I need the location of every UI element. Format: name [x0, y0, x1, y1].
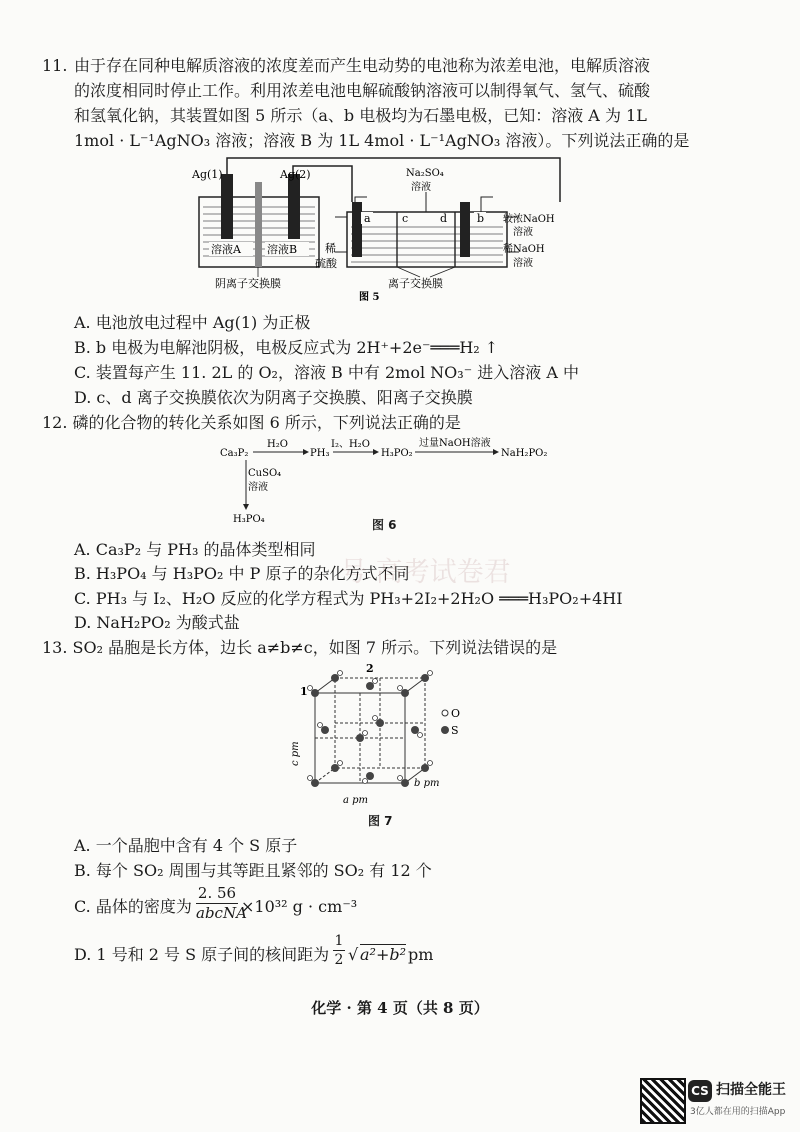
ag2-label: Ag(2): [280, 168, 311, 181]
label-c: c: [402, 212, 409, 225]
scanner-tagline: 3亿人都在用的扫描App: [690, 1107, 786, 1117]
density-denominator: abcNA: [196, 904, 247, 922]
q12-option-b: B. H₃PO₄ 与 H₃PO₂ 中 P 原子的杂化方式不同: [74, 564, 410, 583]
page-footer: 化学 · 第 4 页（共 8 页）: [311, 999, 489, 1017]
axis-a-label: a pm: [343, 795, 369, 806]
q13-option-d-suffix: pm: [408, 945, 434, 964]
figure-6-caption: 图 6: [372, 518, 397, 532]
solution-b-label: 溶液B: [267, 243, 298, 256]
label-b: b: [477, 212, 485, 225]
sqrt-radicand: a²+b²: [360, 945, 407, 964]
h2o-reagent: H₂O: [267, 439, 288, 450]
qr-code: [640, 1078, 686, 1124]
figure-7-caption: 图 7: [368, 814, 393, 828]
atom-label-2: 2: [366, 662, 374, 675]
na2so4-label: Na₂SO₄: [406, 168, 444, 179]
dil-naoh-label-2: 溶液: [513, 258, 533, 269]
ag2-electrode: [288, 174, 300, 239]
half-denominator: 2: [334, 952, 344, 968]
dilute-acid-label-1: 稀: [325, 242, 336, 255]
q13-stem: 13. SO₂ 晶胞是长方体，边长 a≠b≠c，如图 7 所示。下列说法错误的是: [42, 638, 558, 657]
half-fraction: [333, 932, 345, 969]
q11-number: 11.: [42, 56, 68, 75]
nah2po2: NaH₂PO₂: [501, 448, 548, 459]
axis-c-label: c pm: [290, 741, 301, 766]
density-fraction: [196, 884, 247, 923]
legend-s-swatch: [441, 726, 449, 734]
q11-option-c: C. 装置每产生 11. 2L 的 O₂，溶液 B 中有 2mol NO₃⁻ 进入溶液 A 中: [74, 363, 579, 382]
watermark: 号 高考试卷君: [340, 557, 511, 588]
q13-option-c-prefix: C. 晶体的密度为: [74, 897, 192, 916]
q12-option-c: C. PH₃ 与 I₂、H₂O 反应的化学方程式为 PH₃+2I₂+2H₂O ═══H₃PO₂+4HI: [74, 589, 623, 608]
dil-naoh-label-1: 稀NaOH: [503, 244, 545, 255]
q11-stem-line1: 由于存在同种电解质溶液的浓度差而产生电动势的电池称为浓差电池，电解质溶液: [74, 56, 651, 75]
q13-option-c-suffix: ×10³² g · cm⁻³: [241, 897, 358, 916]
ag1-label: Ag(1): [192, 168, 223, 181]
q12-option-d: D. NaH₂PO₂ 为酸式盐: [74, 613, 240, 632]
external-wire: [227, 158, 560, 202]
density-numerator: 2. 56: [197, 884, 237, 902]
ion-membrane-label: 离子交换膜: [388, 277, 443, 290]
q12-stem: 12. 磷的化合物的转化关系如图 6 所示，下列说法正确的是: [42, 413, 461, 432]
electrode-b: [460, 202, 470, 257]
label-a: a: [364, 212, 371, 225]
q11-option-a: A. 电池放电过程中 Ag(1) 为正极: [74, 313, 311, 332]
anion-membrane: [255, 182, 262, 267]
solution-a-label: 溶液A: [211, 243, 241, 256]
q11-stem-line2: 的浓度相同时停止工作。利用浓差电池电解硫酸钠溶液可以制得氧气、氢气、硫酸: [74, 81, 651, 100]
ca3p2: Ca₃P₂: [220, 448, 249, 459]
h3po2: H₃PO₂: [381, 448, 413, 459]
legend-o-label: O: [451, 707, 461, 720]
ag1-electrode: [221, 174, 233, 239]
q11-stem-line3: 和氢氧化钠，其装置如图 5 所示（a、b 电极均为石墨电极，已知：溶液 A 为 1L: [74, 106, 647, 125]
q12-option-a: A. Ca₃P₂ 与 PH₃ 的晶体类型相同: [74, 540, 316, 559]
i2-h2o-reagent: I₂、H₂O: [331, 439, 370, 450]
axis-b-label: b pm: [414, 778, 440, 789]
figure-5-caption: 图 5: [359, 292, 380, 302]
scanner-brand-name: 扫描全能王: [716, 1082, 786, 1098]
solution-reagent: 溶液: [248, 482, 268, 493]
anion-membrane-label: 阴离子交换膜: [215, 277, 281, 290]
cuso4-reagent: CuSO₄: [248, 468, 282, 479]
figure-7-unit-cell: [280, 658, 480, 813]
electrode-a: [352, 202, 362, 257]
na2so4-sol-label: 溶液: [411, 182, 431, 193]
q11-option-b: B. b 电极为电解池阴极，电极反应式为 2H⁺+2e⁻═══H₂ ↑: [74, 338, 499, 357]
label-d: d: [440, 212, 448, 225]
q13-option-a: A. 一个晶胞中含有 4 个 S 原子: [74, 836, 298, 855]
cs-logo-icon: CS: [688, 1080, 712, 1102]
h3po4: H₃PO₄: [233, 514, 265, 525]
legend-o-swatch: [442, 710, 448, 716]
q13-option-b: B. 每个 SO₂ 周围与其等距且紧邻的 SO₂ 有 12 个: [74, 861, 432, 880]
conc-naoh-label-2: 溶液: [513, 227, 533, 238]
dilute-acid-label-2: 硫酸: [315, 257, 337, 270]
q11-option-d: D. c、d 离子交换膜依次为阴离子交换膜、阳离子交换膜: [74, 388, 473, 407]
sqrt-sign: √: [348, 945, 359, 964]
excess-naoh-reagent: 过量NaOH溶液: [419, 438, 491, 449]
figure-5-apparatus: [185, 152, 570, 302]
half-numerator: 1: [334, 933, 344, 949]
legend-s-label: S: [451, 724, 459, 737]
conc-naoh-label-1: 较浓NaOH: [503, 214, 555, 225]
q13-option-d-prefix: D. 1 号和 2 号 S 原子间的核间距为: [74, 945, 330, 964]
atom-label-1: 1: [300, 685, 308, 698]
ph3: PH₃: [310, 448, 330, 459]
q11-stem-line4: 1mol · L⁻¹AgNO₃ 溶液；溶液 B 为 1L 4mol · L⁻¹AgNO₃ 溶液）。下列说法正确的是: [74, 131, 690, 150]
